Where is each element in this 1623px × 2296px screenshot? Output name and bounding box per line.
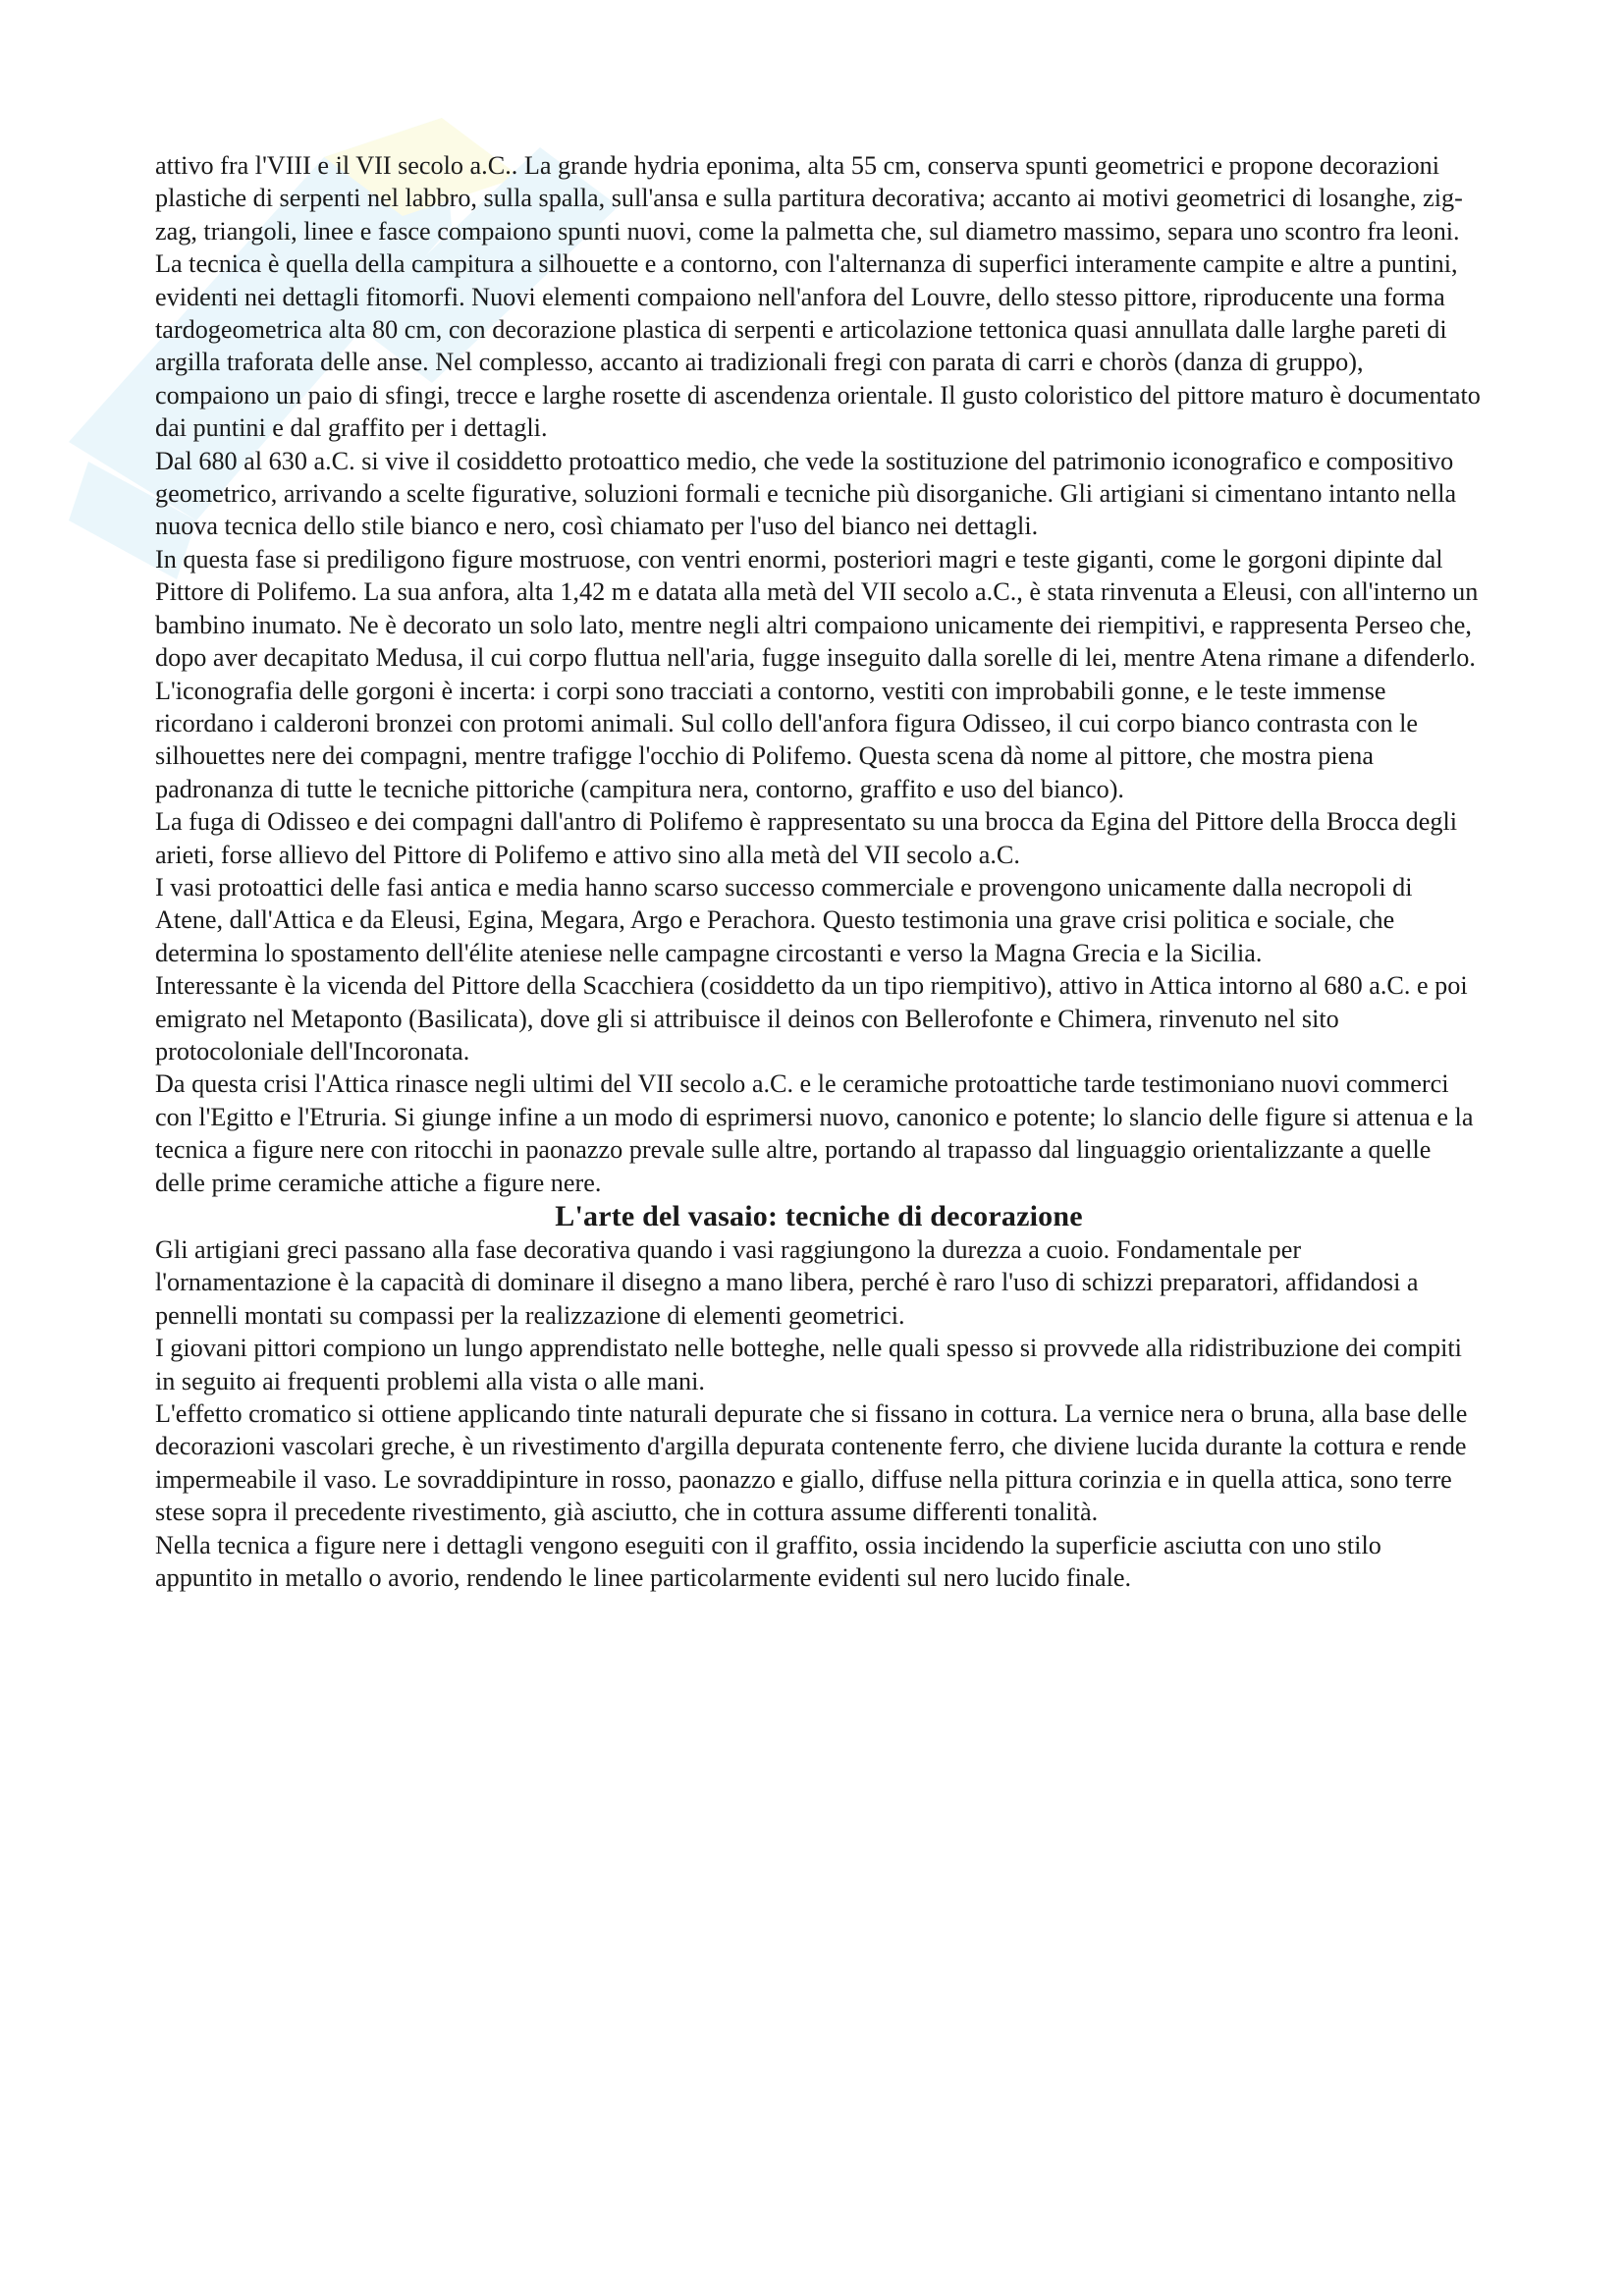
- section-heading: L'arte del vasaio: tecniche di decorazione: [555, 1200, 1083, 1232]
- paragraph: Nella tecnica a figure nere i dettagli vengono eseguiti con il graffito, ossia incidendo la superficie asciutta con uno stilo appuntito in metallo o avorio, rendendo le linee particolarmente evidenti sul nero lucido finale.: [155, 1530, 1381, 1593]
- paragraph: L'effetto cromatico si ottiene applicando tinte naturali depurate che si fissano in cottura. La vernice nera o bruna, alla base delle decorazioni vascolari greche, è un rivestimento d'argilla depurata contenente ferro, che diviene lucida durante la cottura e rende impermeabile il vaso. Le sovraddipinture in rosso, paonazzo e giallo, diffuse nella pittura corinzia e in quella attica, sono terre stese sopra il precedente rivestimento, già asciutto, che in cottura assume differenti tonalità.: [155, 1399, 1468, 1527]
- paragraph: Dal 680 al 630 a.C. si vive il cosiddetto protoattico medio, che vede la sostituzione del patrimonio iconografico e compositivo geometrico, arrivando a scelte figurative, soluzioni formali e tecniche più disorganiche. Gli artigiani si cimentano intanto nella nuova tecnica dello stile bianco e nero, così chiamato per l'uso del bianco nei dettagli.: [155, 446, 1457, 541]
- paragraph: attivo fra l'VIII e il VII secolo a.C.. La grande hydria eponima, alta 55 cm, conserva spunti geometrici e propone decorazioni plastiche di serpenti nel labbro, sulla spalla, sull'ansa e sulla partitura decorativa; accanto ai motivi geometrici di losanghe, zig-zag, triangoli, linee e fasce compaiono spunti nuovi, come la palmetta che, sul diametro massimo, separa uno scontro fra leoni. La tecnica è quella della campitura a silhouette e a contorno, con l'alternanza di superfici interamente campite e altre a puntini, evidenti nei dettagli fitomorfi. Nuovi elementi compaiono nell'anfora del Louvre, dello stesso pittore, riproducente una forma tardogeometrica alta 80 cm, con decorazione plastica di serpenti e articolazione tettonica quasi annullata dalle larghe pareti di argilla traforata delle anse. Nel complesso, accanto ai tradizionali fregi con parata di carri e choròs (danza di gruppo), compaiono un paio di sfingi, trecce e larghe rosette di ascendenza orientale. Il gusto coloristico del pittore maturo è documentato dai puntini e dal graffito per i dettagli.: [155, 151, 1481, 443]
- paragraph: I giovani pittori compiono un lungo apprendistato nelle botteghe, nelle quali spesso si provvede alla ridistribuzione dei compiti in seguito ai frequenti problemi alla vista o alle mani.: [155, 1334, 1462, 1395]
- paragraph: I vasi protoattici delle fasi antica e media hanno scarso successo commerciale e provengono unicamente dalla necropoli di Atene, dall'Attica e da Eleusi, Egina, Megara, Argo e Perachora. Questo testimonia una grave crisi politica e sociale, che determina lo spostamento dell'élite ateniese nelle campagne circostanti e verso la Magna Grecia e la Sicilia.: [155, 872, 1413, 967]
- paragraph: Da questa crisi l'Attica rinasce negli ultimi del VII secolo a.C. e le ceramiche protoattiche tarde testimoniano nuovi commerci con l'Egitto e l'Etruria. Si giunge infine a un modo di esprimersi nuovo, canonico e potente; lo slancio delle figure si attenua e la tecnica a figure nere con ritocchi in paonazzo prevale sulle altre, portando al trapasso dal linguaggio orientalizzante a quelle delle prime ceramiche attiche a figure nere.: [155, 1069, 1474, 1197]
- paragraph: In questa fase si prediligono figure mostruose, con ventri enormi, posteriori magri e teste giganti, come le gorgoni dipinte dal Pittore di Polifemo. La sua anfora, alta 1,42 m e datata alla metà del VII secolo a.C., è stata rinvenuta a Eleusi, con all'interno un bambino inumato. Ne è decorato un solo lato, mentre negli altri compaiono unicamente dei riempitivi, e rappresenta Perseo che, dopo aver decapitato Medusa, il cui corpo fluttua nell'aria, fugge inseguito dalla sorelle di lei, mentre Atena rimane a difenderlo.: [155, 544, 1479, 673]
- paragraph: L'iconografia delle gorgoni è incerta: i corpi sono tracciati a contorno, vestiti con improbabili gonne, e le teste immense ricordano i calderoni bronzei con protomi animali. Sul collo dell'anfora figura Odisseo, il cui corpo bianco contrasta con le silhouettes nere dei compagni, mentre trafigge l'occhio di Polifemo. Questa scena dà nome al pittore, che mostra piena padronanza di tutte le tecniche pittoriche (campitura nera, contorno, graffito e uso del bianco).: [155, 676, 1419, 803]
- paragraph: Interessante è la vicenda del Pittore della Scacchiera (cosiddetto da un tipo riempitivo), attivo in Attica intorno al 680 a.C. e poi emigrato nel Metaponto (Basilicata), dove gli si attribuisce il deinos con Bellerofonte e Chimera, rinvenuto nel sito protocoloniale dell'Incoronata.: [155, 971, 1468, 1066]
- document-body: [155, 149, 1483, 1594]
- paragraph: La fuga di Odisseo e dei compagni dall'antro di Polifemo è rappresentato su una brocca da Egina del Pittore della Brocca degli arieti, forse allievo del Pittore di Polifemo e attivo sino alla metà del VII secolo a.C.: [155, 807, 1458, 869]
- paragraph: Gli artigiani greci passano alla fase decorativa quando i vasi raggiungono la durezza a cuoio. Fondamentale per l'ornamentazione è la capacità di dominare il disegno a mano libera, perché è raro l'uso di schizzi preparatori, affidandosi a pennelli montati su compassi per la realizzazione di elementi geometrici.: [155, 1235, 1419, 1330]
